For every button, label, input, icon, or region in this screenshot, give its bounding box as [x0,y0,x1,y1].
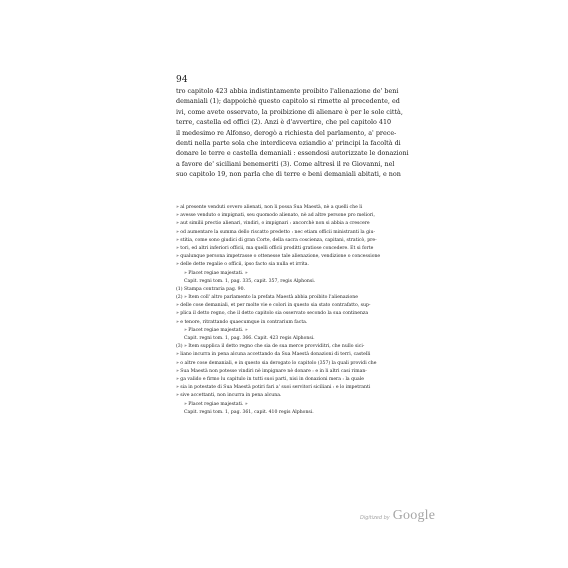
watermark-small-text: Digitized by [360,515,390,521]
footnote-line: (3) » Item supplica il detto regno che sia de sua merce provviditri, che nullo sici- [176,344,365,350]
main-text-line: denti nella parte sola che interdiceva eziandio a' principi la facoltà di [176,138,401,147]
footnote-line: » sia in potestate di Sua Maestà potiri fari a' suoi servitori siciliani : e lo impetranti [176,385,371,391]
google-logo: Google [392,508,436,523]
footnote-line: (1) Stampa contraria pag. 90. [176,286,245,292]
footnote-line: » qualunque persona impetrasse o ottenesse tale alienazione, vendizione o concessione [176,254,381,260]
footnote-line: Capit. regni tom. 1, pag. 361, capit. 410 regis Alphonsi. [184,409,314,415]
main-text-line: demaniali (1); dappoichè questo capitolo si rimette al precedente, ed [176,97,400,106]
main-text-line: il medesimo re Alfonso, derogò a richiesta del parlamento, a' prece- [176,128,397,137]
footnote-line: » liano incurra in pena alcuna accettando da Sua Maestà donazioni di terri, castelli [176,352,371,358]
footnote-line: Capit. regni tom. 1, pag. 366. Capit. 423 regis Alphonsi. [184,336,315,341]
main-text-line: a favore de' siciliani benemeriti (3). Come altresì il re Giovanni, nel [176,159,395,168]
footnote-line: » tori, ed altri inferiori officii, ma quelli officii proditti gratiose concedere. Et si forte [176,245,374,251]
footnote-line: » e tenore, ritrattando quaecumque in contrarium facta. [176,319,308,325]
main-text-line: terre, castella ed offici (2). Anzi è d'avvertire, che pel capitolo 410 [176,118,392,127]
footnote-line: » Sua Maestà non potesse vindiri nè impignare nè donare : e in li altri casi riman- [176,368,367,374]
main-text-block [176,86,428,180]
page-number: 94 [176,75,188,85]
footnote-line: » Placet regiae majestati. » [184,270,248,276]
footnote-line: » ga valido e firmo lu capitulo in tutti suoi parti, nisi in donazioni mera : la quale [176,376,364,382]
main-text-line: tro capitolo 423 abbia indistintamente proibito l'alienazione de' beni [176,87,399,95]
footnote-line: » od aumentare la summa dello riscatto predetto : nec etiam officii ministranti la giu- [176,229,376,235]
footnote-line: » delle cose demaniali, et per molte vie e colori in questo sia stato contrafatto, sup- [176,303,371,309]
footnote-line: » stitia, come sono giudici di gran Corte, della sacra coscienza, capitani, straticò, pre- [176,237,377,243]
footnote-line: » avesse venduto o impignati, seu quomodo alienato, nè ad altre persone pro meliori, [176,213,375,219]
footnotes-block [176,204,430,417]
footnote-line: » plica il detto regno, che il detto capitolo sia osservato secondo la sua continenza [176,311,369,317]
footnote-line: » Placet regiae majestati. » [184,327,248,333]
footnote-line: » aut similii prectio alienari, vindiri, o impignari : ancorchè non si abbia a crescere [176,221,370,227]
main-text-line: suo capitolo 19, non parla che di terre e beni demaniali abitati, e non [176,170,401,179]
footnote-line: » delle dette regalie o officii, ipso facto sia nulla et irrita. [176,262,310,268]
footnote-line: » al presente venduti ovvero alienati, non li possa Sua Maestà, nè a quelli che li [176,205,363,210]
digitized-by-google-watermark [360,508,435,524]
footnote-line: » Placet regiae majestati. » [184,401,248,407]
footnote-line: (2) » Item coll' altro parlamento la prefata Maestà abbia proibito l'alienazione [176,295,358,301]
footnote-line: » sive accettanti, non incurra in pena alcuna. [176,393,282,399]
footnote-line: » o altre cose demaniali, e in questo sia derogato lo capitolo (357) la quali providi che [176,360,377,366]
main-text-line: ivi, come avete osservato, la proibizione di alienare è per le sole città, [176,107,403,116]
main-text-line: donare le terre e castella demaniali : essendosi autorizzate le donazioni [176,149,409,158]
footnote-line: Capit. regni tom. 1, pag. 335, capit. 357, regis Alphonsi. [184,278,316,284]
